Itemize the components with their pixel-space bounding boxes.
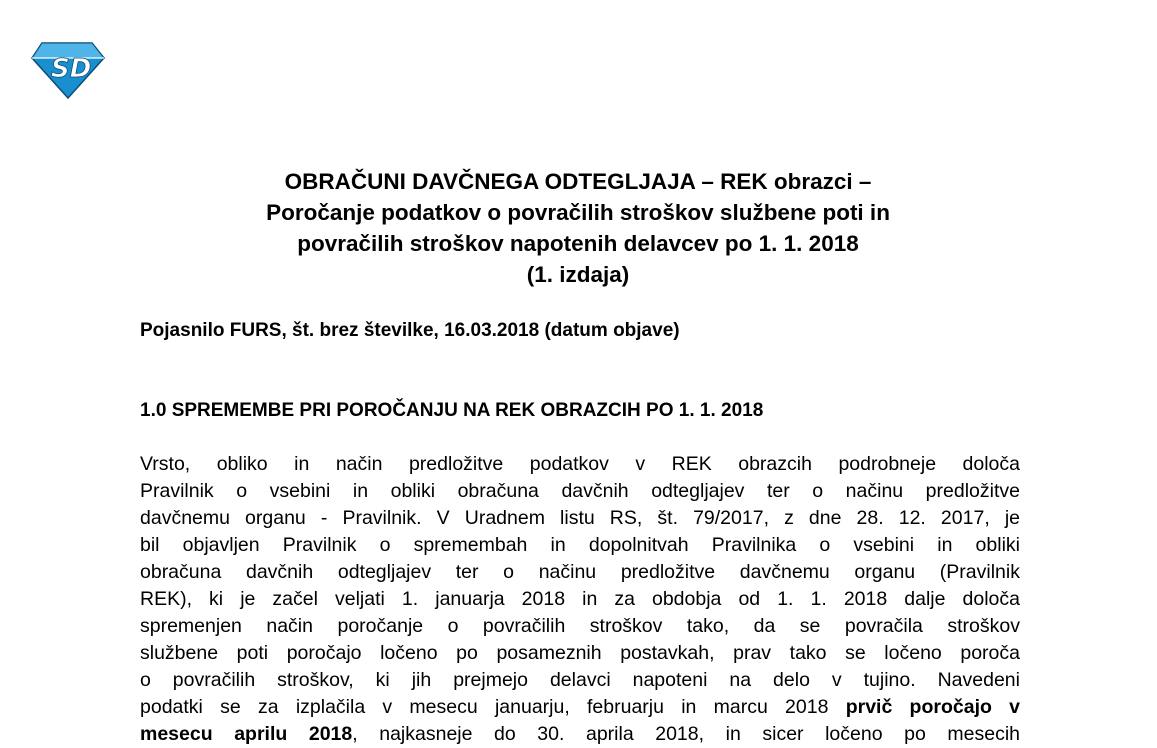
paragraph-line: Pravilnik o vsebini in obliki obračuna davčnih odtegljajev ter o načinu predložitve: [140, 480, 1020, 502]
paragraph-line-10-normal: podatki se za izplačila v mesecu januarju, februarju in marcu 2018: [140, 696, 846, 718]
paragraph-line: Vrsto, obliko in način predložitve podatkov v REK obrazcih podrobneje določa: [140, 453, 1020, 475]
paragraph-line: spremenjen način poročanje o povračilih stroškov tako, da se povračila stroškov: [140, 615, 1020, 637]
title-line-3: povračilih stroškov napotenih delavcev po 1. 1. 2018: [297, 231, 859, 256]
paragraph-line-11-bold: mesecu aprilu 2018: [140, 723, 353, 745]
paragraph-line: o povračilih stroškov, ki jih prejmejo delavci napoteni na delo v tujino. Navedeni: [140, 669, 1020, 691]
paragraph-line: davčnemu organu - Pravilnik. V Uradnem listu RS, št. 79/2017, z dne 28. 12. 2017, je: [140, 507, 1020, 529]
paragraph-line: REK), ki je začel veljati 1. januarja 2018 in za obdobja od 1. 1. 2018 dalje določa: [140, 588, 1020, 610]
title-line-1: OBRAČUNI DAVČNEGA ODTEGLJAJA – REK obrazci –: [284, 169, 872, 194]
company-logo: [30, 40, 106, 100]
paragraph-line: službene poti poročajo ločeno po posameznih postavkah, prav tako se ločeno poroča: [140, 642, 1020, 664]
paragraph-line: obračuna davčnih odtegljajev ter o načinu predložitve davčnemu organu (Pravilnik: [140, 561, 1020, 583]
diamond-sd-logo-icon: [30, 40, 106, 100]
section-heading: 1.0 SPREMEMBE PRI POROČANJU NA REK OBRAZCIH PO 1. 1. 2018: [140, 400, 764, 421]
logo-letter-s: SD: [51, 54, 92, 84]
paragraph-line-10-bold: prvič poročajo v: [845, 696, 1020, 718]
document-title: [140, 166, 1016, 290]
paragraph-line: bil objavljen Pravilnik o spremembah in dopolnitvah Pravilnika o vsebini in obliki: [140, 534, 1020, 556]
title-line-2: Poročanje podatkov o povračilih stroškov službene poti in: [266, 200, 890, 225]
paragraph-line-11-normal: , najkasneje do 30. aprila 2018, in sicer ločeno po mesecih: [352, 723, 1021, 745]
body-paragraph: [140, 451, 1020, 748]
title-line-4: (1. izdaja): [526, 262, 630, 287]
document-subtitle: Pojasnilo FURS, št. brez številke, 16.03.2018 (datum objave): [140, 320, 680, 341]
paragraph-line-10: [140, 694, 1020, 721]
paragraph-line-11: [140, 721, 1020, 748]
